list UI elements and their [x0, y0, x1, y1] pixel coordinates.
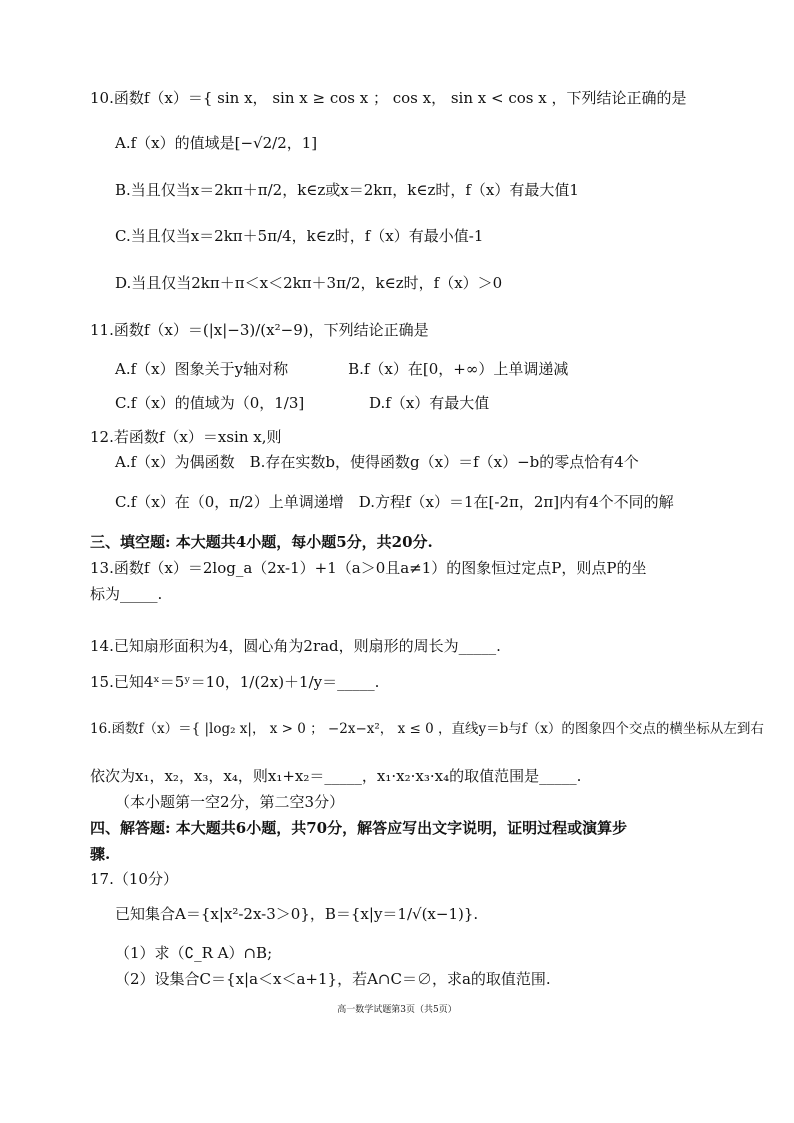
q12-stem: 12.若函数f（x）＝xsin x,则: [90, 428, 282, 446]
q17-title: 17.（10分）: [90, 870, 178, 888]
q14: 14.已知扇形面积为4，圆心角为2rad，则扇形的周长为_____.: [90, 637, 501, 655]
q11-options-cd: C.f（x）的值域为（0，1/3] D.f（x）有最大值: [115, 394, 490, 412]
q15: 15.已知4ˣ＝5ʸ＝10，1/(2x)＋1/y＝_____.: [90, 673, 380, 691]
section-4-heading: 四、解答题: 本大题共6小题，共70分，解答应写出文字说明，证明过程或演算步: [90, 819, 628, 837]
q10-option-a: A.f（x）的值域是[−√2/2，1]: [115, 134, 318, 152]
section-3-heading: 三、填空题: 本大题共4小题，每小题5分，共20分.: [90, 533, 433, 551]
q12-options-cd: C.f（x）在（0，π/2）上单调递增 D.方程f（x）＝1在[-2π，2π]内有4个不同的解: [115, 493, 674, 511]
q11-options-ab: A.f（x）图象关于y轴对称 B.f（x）在[0，+∞）上单调递减: [115, 360, 569, 378]
q11-stem: 11.函数f（x）＝(|x|−3)/(x²−9)，下列结论正确是: [90, 321, 429, 339]
q16-line-1: 16.函数f（x）＝{ |log₂ x|， x > 0 ； −2x−x²， x ≤ 0 ，直线y＝b与f（x）的图象四个交点的横坐标从左到右: [90, 721, 764, 737]
q17-stem: 已知集合A＝{x|x²-2x-3＞0}，B＝{x|y＝1/√(x−1)}.: [115, 905, 479, 923]
q10-stem: 10.函数f（x）＝{ sin x， sin x ≥ cos x ； cos x， sin x < cos x ，下列结论正确的是: [90, 89, 687, 107]
q13-line-1: 13.函数f（x）＝2log_a（2x-1）+1（a＞0且a≠1）的图象恒过定点P，则点P的坐: [90, 559, 647, 577]
q16-note: （本小题第一空2分，第二空3分）: [115, 793, 345, 811]
q13-line-2: 标为_____.: [90, 585, 163, 603]
q17-part-1: （1）求（∁_R A）∩B;: [115, 944, 273, 962]
q10-option-b: B.当且仅当x＝2kπ＋π/2，k∈z或x＝2kπ，k∈z时，f（x）有最大值1: [115, 181, 579, 199]
q16-line-2: 依次为x₁，x₂，x₃，x₄，则x₁+x₂＝_____，x₁·x₂·x₃·x₄的取值范围是_____.: [90, 767, 582, 785]
q10-option-c: C.当且仅当x＝2kπ＋5π/4，k∈z时，f（x）有最小值-1: [115, 227, 484, 245]
q10-option-d: D.当且仅当2kπ＋π＜x＜2kπ＋3π/2，k∈z时，f（x）＞0: [115, 274, 503, 292]
page-footer: 高一数学试题第3页（共5页）: [337, 1005, 457, 1015]
q12-options-ab: A.f（x）为偶函数 B.存在实数b，使得函数g（x）＝f（x）−b的零点恰有4个: [115, 453, 639, 471]
q17-part-2: （2）设集合C＝{x|a＜x＜a+1}，若A∩C＝∅，求a的取值范围.: [115, 970, 551, 988]
section-4-heading-cont: 骤.: [90, 845, 111, 863]
